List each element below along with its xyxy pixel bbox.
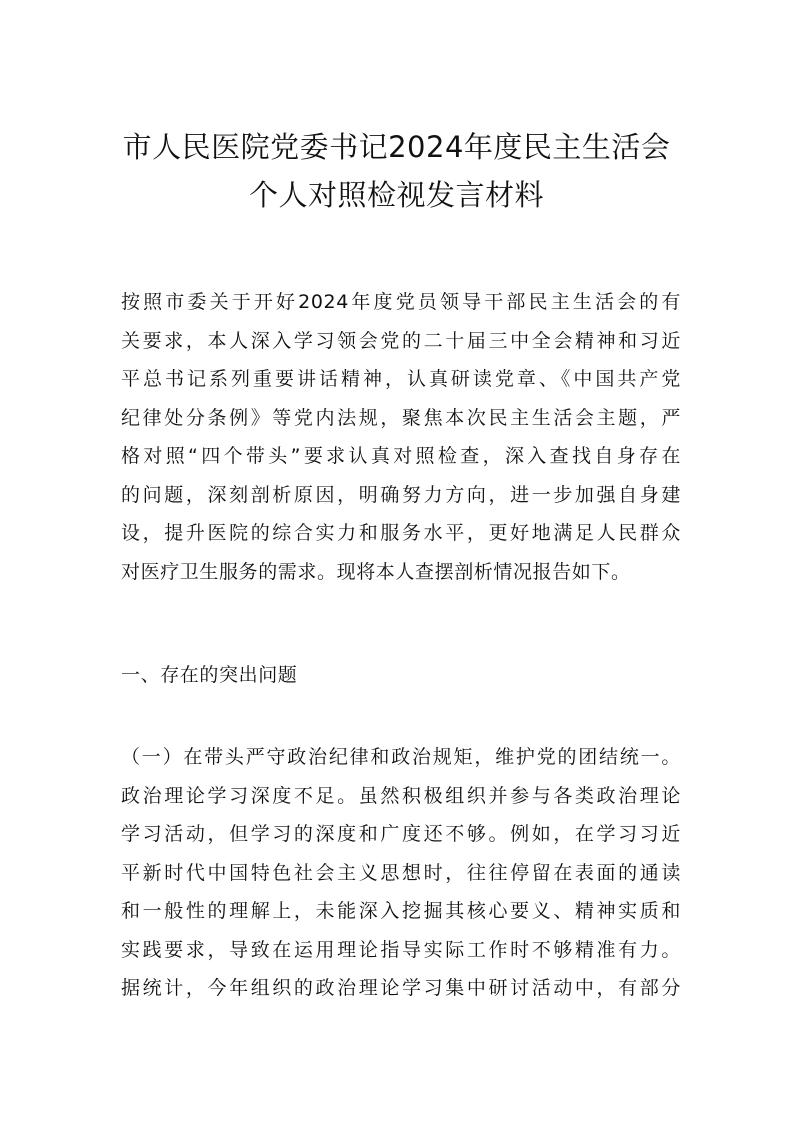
text-line: 的问题，深刻剖析原因，明确努力方向，进一步加强自身建 (121, 483, 681, 506)
section-1-heading: 一、存在的突出问题 (121, 664, 298, 686)
document-title-line-2: 个人对照检视发言材料 (248, 178, 544, 212)
text-line: 按照市委关于开好2024年度党员领导干部民主生活会的有 (121, 291, 681, 313)
text-line: 和一般性的理解上，未能深入挖掘其核心要义、精神实质和 (121, 900, 681, 922)
intro-paragraph (121, 283, 681, 591)
text-line: 对医疗卫生服务的需求。现将本人查摆剖析情况报告如下。 (121, 560, 631, 583)
text-line: 学习活动，但学习的深度和广度还不够。例如，在学习习近 (121, 823, 681, 845)
text-line: 纪律处分条例》等党内法规，聚焦本次民主生活会主题，严 (121, 406, 681, 429)
text-line: 实践要求，导致在运用理论指导实际工作时不够精准有力。 (121, 938, 681, 961)
text-line: 格对照“四个带头”要求认真对照检查，深入查找自身存在 (121, 445, 681, 467)
text-line: 设，提升医院的综合实力和服务水平，更好地满足人民群众 (121, 522, 681, 544)
text-line: 平总书记系列重要讲话精神，认真研读党章、《中国共产党 (121, 368, 681, 390)
section-1-paragraph (121, 738, 681, 1008)
text-line: （一）在带头严守政治纪律和政治规矩，维护党的团结统一。 (121, 746, 681, 768)
document-title-line-1: 市人民医院党委书记2024年度民主生活会 (122, 130, 671, 164)
text-line: 平新时代中国特色社会主义思想时，往往停留在表面的通读 (121, 861, 681, 884)
text-line: 关要求，本人深入学习领会党的二十届三中全会精神和习近 (121, 329, 681, 352)
section-heading (121, 656, 681, 695)
text-line: 政治理论学习深度不足。虽然积极组织并参与各类政治理论 (121, 784, 681, 807)
text-line: 据统计，今年组织的政治理论学习集中研讨活动中，有部分 (121, 977, 681, 999)
